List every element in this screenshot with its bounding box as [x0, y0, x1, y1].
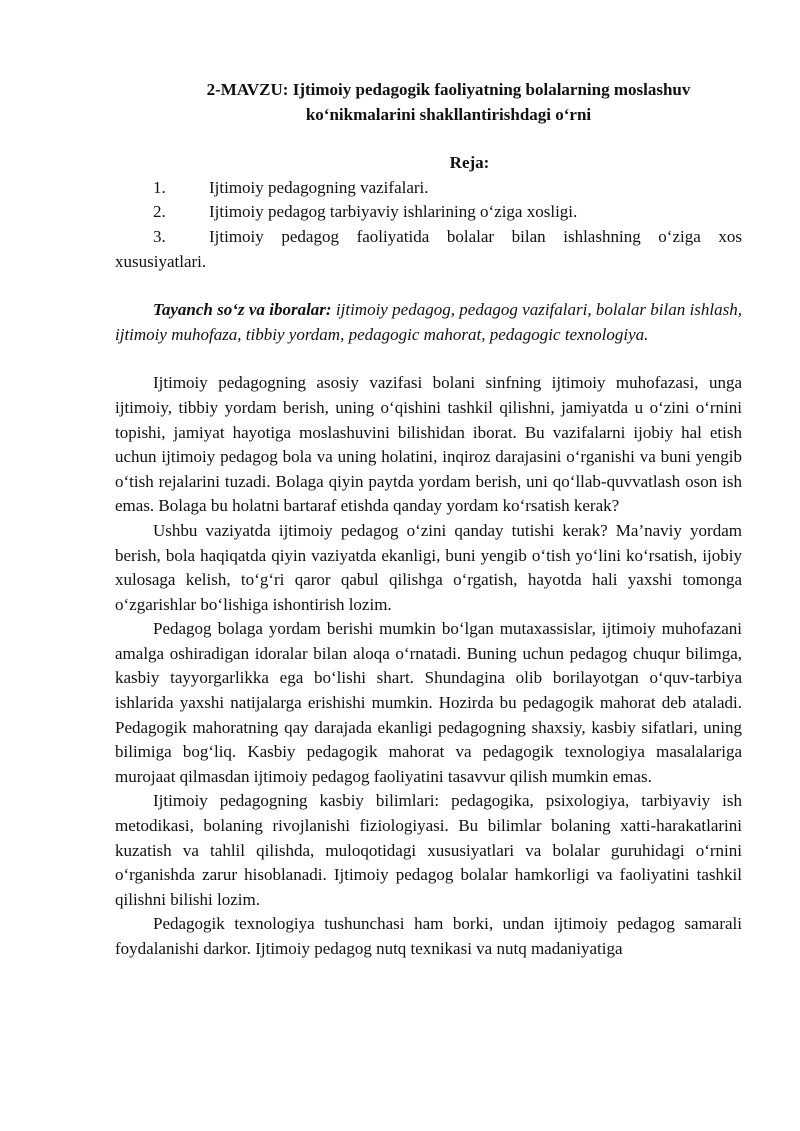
plan-heading: Reja:: [449, 153, 490, 173]
plan-list: [115, 176, 742, 274]
body-text: [115, 371, 742, 961]
document-title: 2-MAVZU: Ijtimoiy pedagogik faoliyatning bolalarning moslashuv ko‘nikmalarini shakllantirishdagi o‘rni: [206, 80, 691, 124]
plan-item-number: 2.: [153, 202, 166, 222]
body-paragraph: Ushbu vaziyatda ijtimoiy pedagog o‘zini qanday tutishi kerak? Ma’naviy yordam berish, bola haqiqatda qiyin vaziyatda ekanligi, buni yengib o‘tish yo‘lini ko‘rsatish, ijobiy xulosaga kelish, to‘g‘ri qaror qabul qilishga o‘rgatish, hayotda hali yaxshi tomonga o‘zgarishlar bo‘lishiga ishontirish lozim.: [115, 520, 742, 614]
plan-item: [115, 200, 742, 225]
plan-item-text: Ijtimoiy pedagog faoliyatida bolalar bilan ishlashning o‘ziga xos xususiyatlari.: [115, 226, 742, 271]
plan-item-text: Ijtimoiy pedagogning vazifalari.: [209, 177, 429, 197]
body-paragraph: Pedagogik texnologiya tushunchasi ham borki, undan ijtimoiy pedagog samarali foydalanishi darkor. Ijtimoiy pedagog nutq texnikasi va nutq madaniyatiga: [115, 914, 742, 958]
plan-item-text: Ijtimoiy pedagog tarbiyaviy ishlarining o‘ziga xosligi.: [209, 202, 578, 222]
plan-item: [115, 176, 742, 201]
keywords-text: ijtimoiy pedagog, pedagog vazifalari, bolalar bilan ishlash, ijtimoiy muhofaza, tibbiy yordam, pedagogic mahorat, pedagogic texnologiya.: [115, 300, 742, 344]
keywords-paragraph: [115, 298, 742, 347]
plan-item-number: 3.: [153, 226, 166, 246]
body-paragraph: Ijtimoiy pedagogning asosiy vazifasi bolani sinfning ijtimoiy muhofazasi, unga ijtimoiy, tibbiy yordam berish, uning o‘qishini tashkil qilishni, jamiyatda u o‘zini o‘rnini topishi, jamiyat hayotiga moslashuvini bilishidan iborat. Bu vazifalarni ijobiy hal etish uchun ijtimoiy pedagog bola va uning holatini, inqiroz darajasini o‘rganishi va buni yengib o‘tish rejalarini tuzadi. Bolaga qiyin paytda yordam berish, uni qo‘llab-quvvatlash oson ish emas. Bolaga bu holatni bartaraf etishda qanday yordam ko‘rsatish kerak?: [115, 373, 742, 516]
plan-item: [115, 225, 742, 274]
body-paragraph: Ijtimoiy pedagogning kasbiy bilimlari: pedagogika, psixologiya, tarbiyaviy ish metodikasi, bolaning rivojlanishi fiziologiyasi. Bu bilimlar bolaning xatti-harakatlarini kuzatish va tahlil qilishda, muloqotidagi xususiyatlari va bolalar guruhidagi o‘rnini o‘rganishda zarur hisoblanadi. Ijtimoiy pedagog bolalar hamkorligi va faoliyatini tashkil qilishni bilishi lozim.: [115, 791, 742, 909]
plan-item-number: 1.: [153, 177, 166, 197]
body-paragraph: Pedagog bolaga yordam berishi mumkin bo‘lgan mutaxassislar, ijtimoiy muhofazani amalga oshiradigan idoralar bilan aloqa o‘rnatadi. Buning uchun pedagog chuqur bilimga, kasbiy tayyorgarlikka ega bo‘lishi shart. Shundagina olib borilayotgan o‘quv-tarbiya ishlarida yaxshi natijalarga erishishi mumkin. Hozirda bu pedagogik mahorat deb ataladi. Pedagogik mahoratning qay darajada ekanligi pedagogning shaxsiy, kasbiy sifatlari, uning bilimiga bog‘liq. Kasbiy pedagogik mahorat va pedagogik texnologiya masalalariga murojaat qilmasdan ijtimoiy pedagog faoliyatini tasavvur qilish mumkin emas.: [115, 619, 742, 786]
keywords-label: Tayanch so‘z va iboralar:: [153, 300, 332, 320]
